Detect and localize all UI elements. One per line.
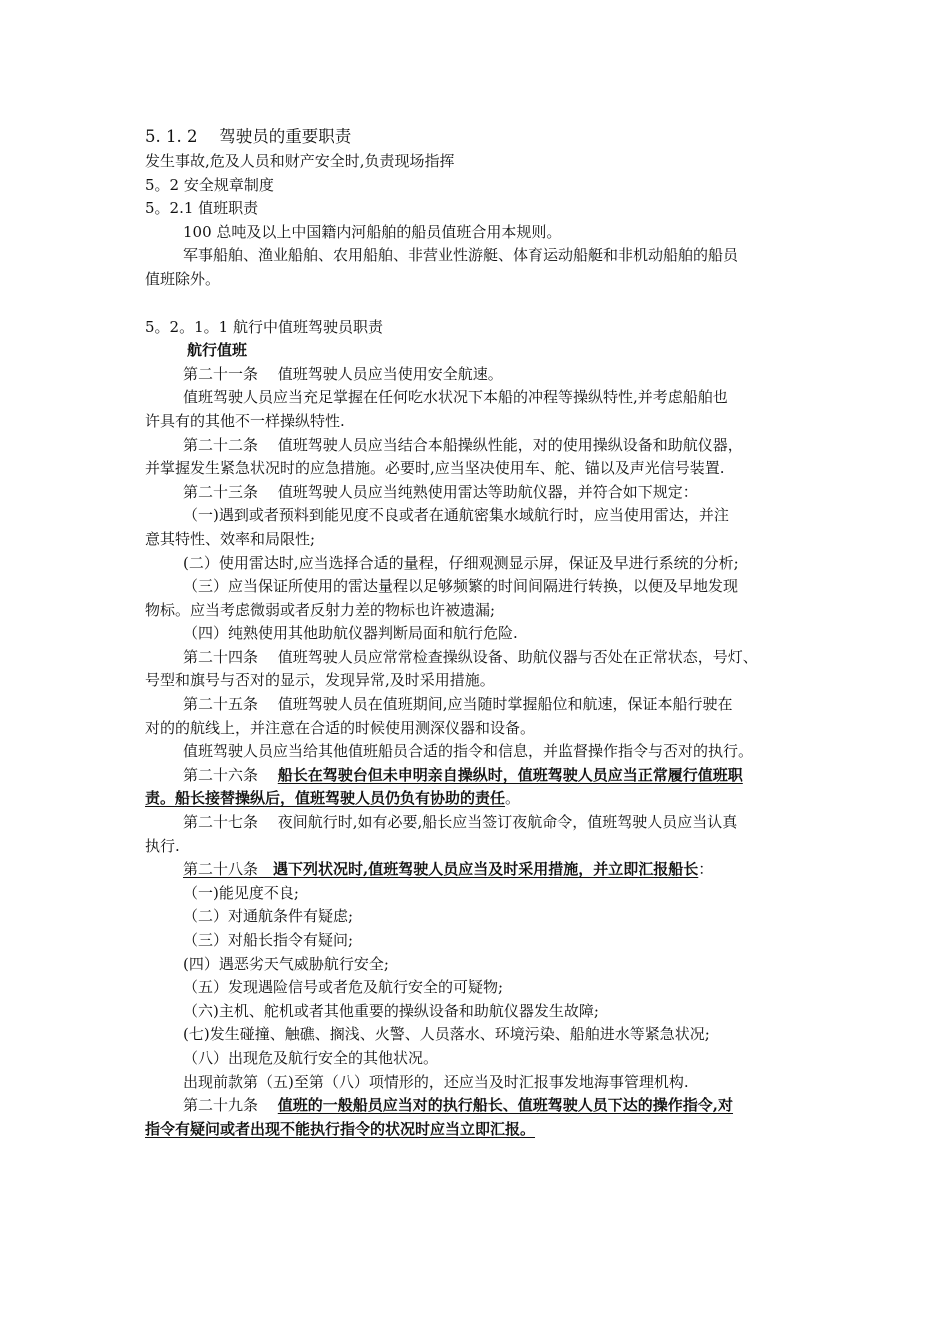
- list-item: （三）对船长指令有疑问;: [183, 931, 354, 949]
- article-23: 第二十三条 值班驾驶人员应当纯熟使用雷达等助航仪器，并符合如下规定：: [183, 482, 698, 501]
- paragraph-line: 对的的航线上，并注意在合适的时候使用测深仪器和设备。: [145, 718, 536, 737]
- section-heading-5-1-2: 5. 1. 2 驾驶员的重要职责: [145, 127, 352, 146]
- article-26: [145, 764, 815, 788]
- article-label: 第二十八条: [183, 860, 259, 879]
- section-heading-5-2: 5。2 安全规章制度: [145, 175, 274, 194]
- article-22: 第二十二条 值班驾驶人员应当结合本船操纵性能，对的使用操纵设备和助航仪器，: [183, 435, 743, 454]
- punctuation: 。: [505, 789, 521, 808]
- article-25: 第二十五条 值班驾驶人员在值班期间,应当随时掌握船位和航速，保证本船行驶在: [183, 695, 733, 714]
- section-heading-5-2-1: 5。2.1 值班职责: [145, 199, 259, 218]
- paragraph-line: 100 总吨及以上中国籍内河船舶的船员值班合用本规则。: [183, 222, 562, 241]
- paragraph-line: [145, 787, 815, 811]
- emphasized-text: 值班的一般船员应当对的执行船长、值班驾驶人员下达的操作指令,对: [277, 1096, 734, 1115]
- section-heading-5-2-1-1: 5。2。1。1 航行中值班驾驶员职责: [145, 317, 383, 336]
- article-28: [145, 858, 815, 882]
- paragraph-line: 号型和旗号与否对的显示，发现异常,及时采用措施。: [145, 671, 495, 690]
- article-21: 第二十一条 值班驾驶人员应当使用安全航速。: [183, 364, 503, 383]
- list-item: （一)能见度不良;: [183, 883, 299, 902]
- list-item: （一)遇到或者预料到能见度不良或者在通航密集水域航行时，应当使用雷达，并注: [183, 506, 729, 525]
- paragraph-line: 值班除外。: [145, 269, 221, 288]
- paragraph-line: 执行.: [145, 836, 180, 855]
- paragraph-line: 物标。应当考虑微弱或者反射力差的物标也许被遗漏;: [145, 600, 496, 619]
- list-item: （八）出现危及航行安全的其他状况。: [183, 1048, 439, 1067]
- duty-text: 发生事故,危及人员和财产安全时,负责现场指挥: [145, 152, 455, 170]
- list-item: （四）纯熟使用其他助航仪器判断局面和航行危险.: [183, 624, 518, 643]
- list-item: （三）应当保证所使用的雷达量程以足够频繁的时间间隔进行转换，以便及早地发现: [183, 577, 739, 596]
- list-item: （二）对通航条件有疑虑;: [183, 907, 354, 926]
- list-item: (四）遇恶劣天气威胁航行安全;: [183, 954, 389, 973]
- article-label: 第二十九条: [183, 1096, 278, 1115]
- blank-line: [145, 292, 815, 316]
- paragraph-line: 意其特性、效率和局限性;: [145, 529, 316, 548]
- paragraph-line: [145, 1118, 815, 1142]
- paragraph-line: 军事船舶、渔业船舶、农用船舶、非营业性游艇、体育运动船艇和非机动船舶的船员: [183, 246, 739, 265]
- subheading-navigation-watch: 航行值班: [187, 341, 248, 360]
- paragraph-line: 值班驾驶人员应当充足掌握在任何吃水状况下本船的冲程等操纵特性,并考虑船舶也: [183, 388, 728, 407]
- emphasized-text: 责。船长接替操纵后，值班驾驶人员仍负有协助的责任: [145, 789, 506, 808]
- emphasized-text: 遇下列状况时,值班驾驶人员应当及时采用措施，并立即汇报船长: [258, 860, 699, 879]
- emphasized-text: 船长在驾驶台但未申明亲自操纵时，值班驾驶人员应当正常履行值班职: [277, 765, 743, 784]
- article-label: 第二十六条: [183, 765, 278, 784]
- paragraph-line: 出现前款第（五)至第（八）项情形的，还应当及时汇报事发地海事管理机构.: [183, 1072, 689, 1091]
- list-item: （五）发现遇险信号或者危及航行安全的可疑物;: [183, 978, 504, 997]
- list-item: （六)主机、舵机或者其他重要的操纵设备和助航仪器发生故障;: [183, 1001, 599, 1020]
- article-29: [145, 1094, 815, 1118]
- list-item: (二）使用雷达时,应当选择合适的量程，仔细观测显示屏，保证及早进行系统的分析;: [183, 553, 739, 572]
- emphasized-text: 指令有疑问或者出现不能执行指令的状况时应当立即汇报。: [145, 1119, 536, 1138]
- list-item: (七)发生碰撞、触礁、搁浅、火警、人员落水、环境污染、船舶进水等紧急状况;: [183, 1025, 710, 1044]
- document-page: [145, 124, 815, 1141]
- punctuation: ：: [698, 860, 714, 879]
- paragraph-line: 值班驾驶人员应当给其他值班船员合适的指令和信息，并监督操作指令与否对的执行。: [183, 742, 754, 761]
- paragraph-line: 并掌握发生紧急状况时的应急措施。必要时,应当坚决使用车、舵、锚以及声光信号装置.: [145, 459, 725, 478]
- article-24: 第二十四条 值班驾驶人员应常常检查操纵设备、助航仪器与否处在正常状态，号灯、: [183, 647, 758, 666]
- article-27: 第二十七条 夜间航行时,如有必要,船长应当签订夜航命令，值班驾驶人员应当认真: [183, 813, 738, 832]
- paragraph-line: 许具有的其他不一样操纵特性.: [145, 411, 345, 430]
